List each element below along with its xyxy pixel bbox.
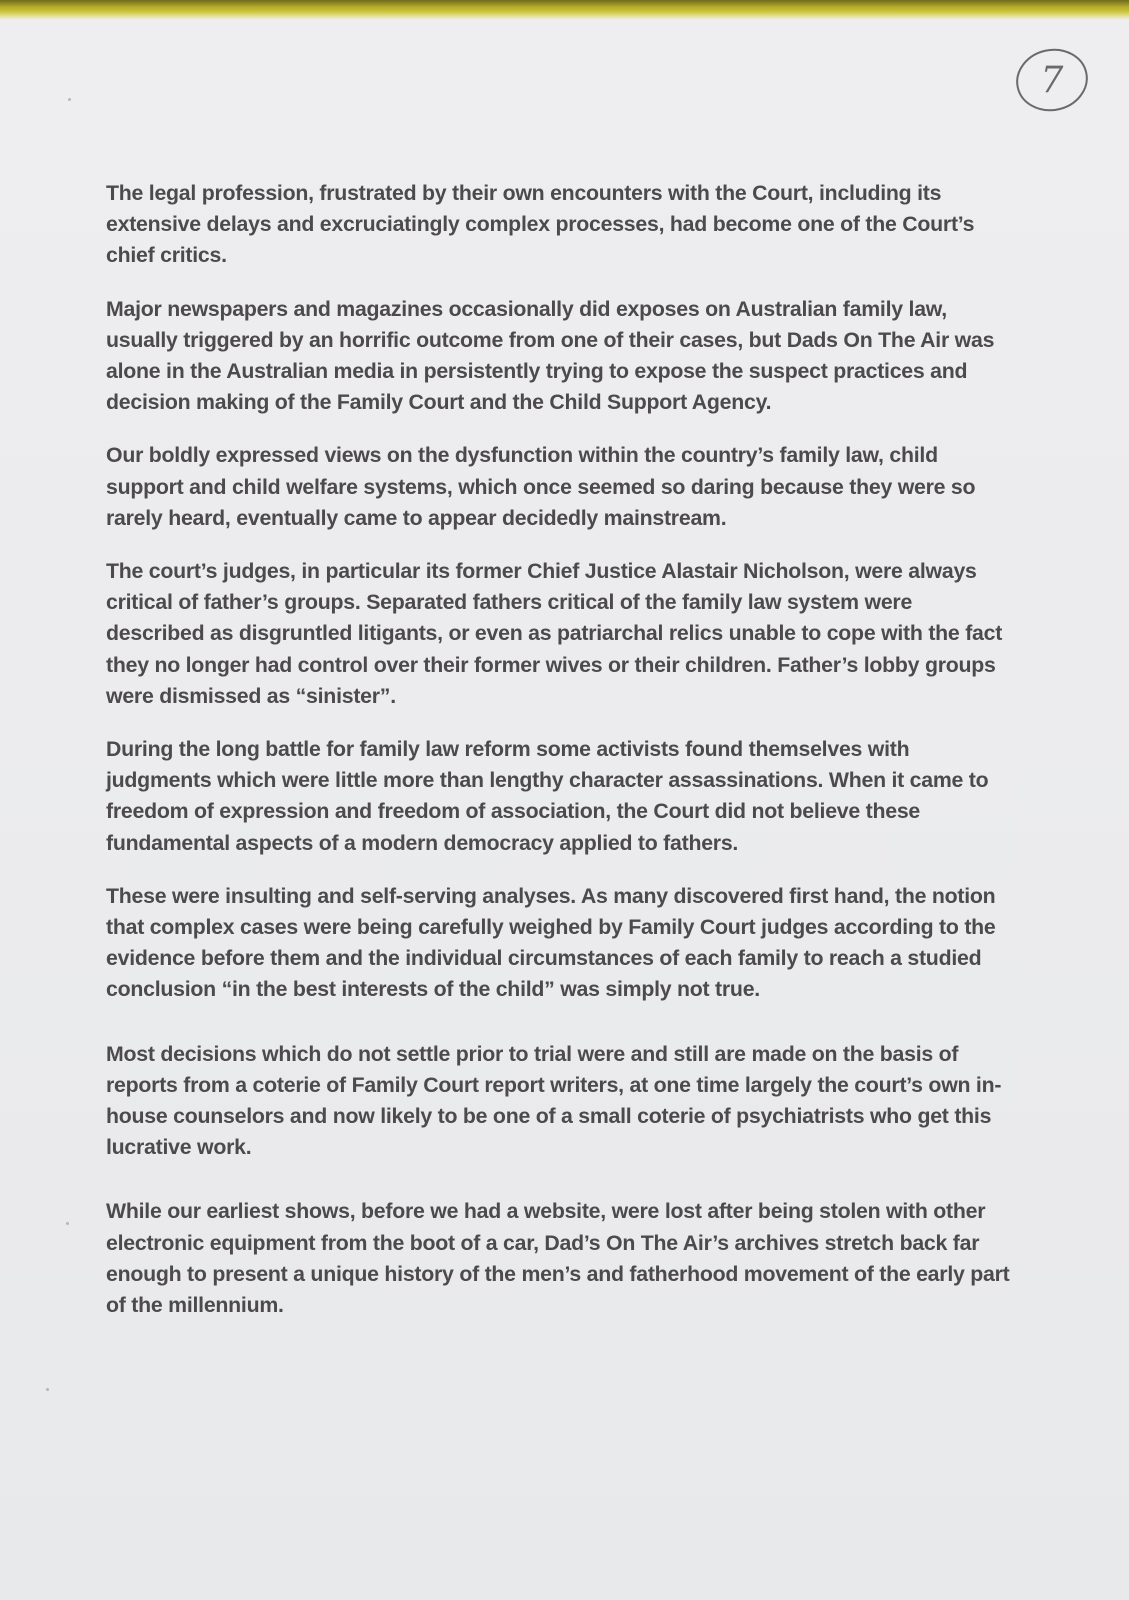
paragraph-most-decisions: Most decisions which do not settle prior to trial were and still are made on the basis of reports from a coterie of Family Court report writers, at one time largely the court’s own in-house counselors and now likely to be one of a small coterie of psychiatrists who get this lucrative work. [106, 1041, 1002, 1160]
paragraph-major-newspapers: Major newspapers and magazines occasionally did exposes on Australian family law, usually triggered by an horrific outcome from one of their cases, but Dads On The Air was alone in the Australian media in persistently trying to expose the suspect practices and decision making of the Family Court and the Child Support Agency. [106, 296, 995, 415]
handwritten-page-number [1012, 42, 1092, 122]
paragraph-earliest-shows: While our earliest shows, before we had a website, were lost after being stolen with other electronic equipment from the boot of a car, Dad’s On The Air’s archives stretch back far enough to present a unique history of the men’s and fatherhood movement of the early part of the millennium. [106, 1199, 1010, 1318]
paragraph-courts-judges: The court’s judges, in particular its former Chief Justice Alastair Nicholson, were always critical of father’s groups. Separated fathers critical of the family law system were described as disgruntled litigants, or even as patriarchal relics unable to cope with the fact they no longer had control over their former wives or their children. Father’s lobby groups were dismissed as “sinister”. [106, 559, 1003, 708]
document-body [106, 178, 1011, 1321]
paragraph-legal-profession: The legal profession, frustrated by their own encounters with the Court, including its extensive delays and excruciatingly complex processes, had become one of the Court’s chief critics. [106, 181, 975, 268]
page-top-edge [0, 0, 1129, 20]
paragraph-long-battle: During the long battle for family law reform some activists found themselves with judgments which were little more than lengthy character assassinations. When it came to freedom of expression and freedom of association, the Court did not believe these fundamental aspects of a modern democracy applied to fathers. [106, 737, 989, 855]
scan-speck [68, 98, 71, 101]
page-number-circle-icon [1012, 42, 1092, 122]
scan-speck [46, 1388, 49, 1391]
page-number-text: 7 [1040, 60, 1064, 101]
paragraph-insulting-analyses: These were insulting and self-serving analyses. As many discovered first hand, the notion that complex cases were being carefully weighed by Family Court judges according to the evidence before them and the individual circumstances of each family to reach a studied conclusion “in the best interests of the child” was simply not true. [106, 883, 996, 1002]
paragraph-boldly-expressed-views: Our boldly expressed views on the dysfunction within the country’s family law, child support and child welfare systems, which once seemed so daring because they were so rarely heard, eventually came to appear decidedly mainstream. [106, 443, 976, 530]
scan-speck [66, 1222, 69, 1225]
